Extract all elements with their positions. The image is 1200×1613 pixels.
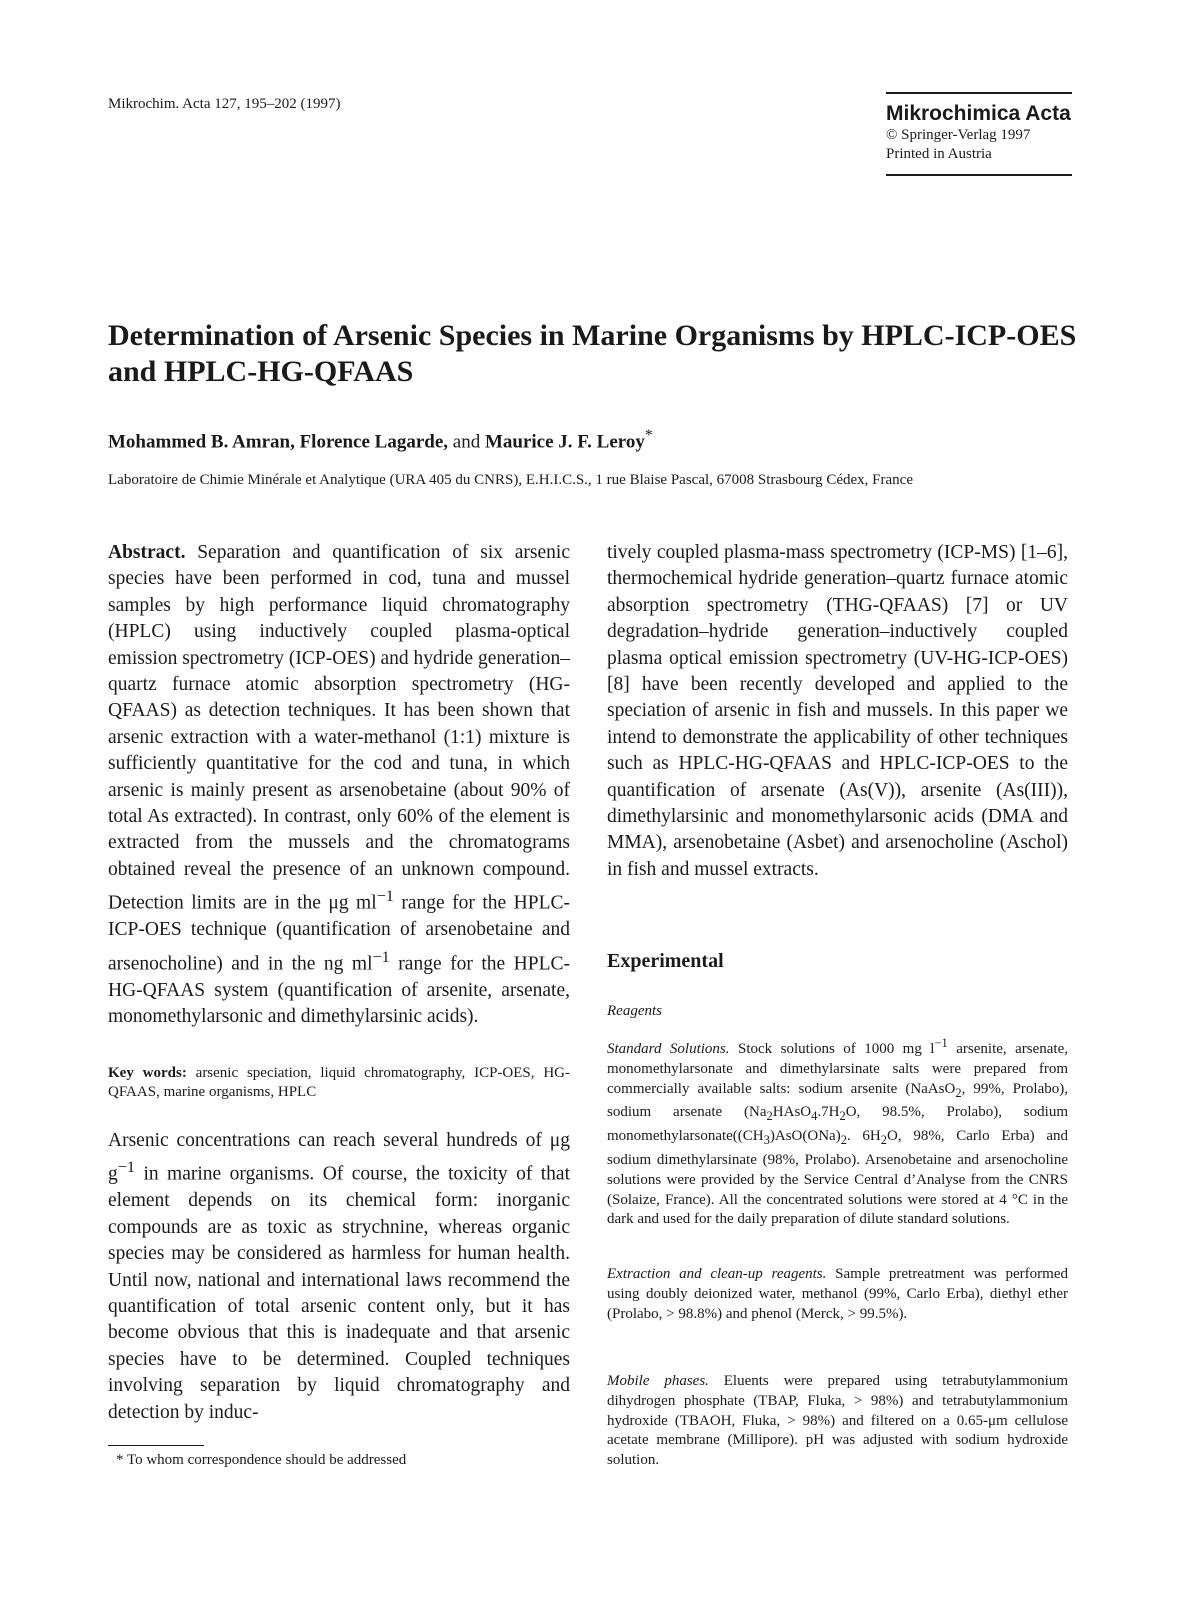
author-name: Maurice J. F. Leroy [484,431,645,453]
subscript: 2 [840,1133,847,1148]
affiliation: Laboratoire de Chimie Minérale et Analytique (URA 405 du CNRS), E.H.I.C.S., 1 rue Blaise Pascal, 67008 Strasbourg Cédex, France [108,472,913,488]
author-list [108,424,1098,454]
subscript: 2 [880,1133,888,1148]
paragraph-text: Sample pretreatment was performed using doubly deionized water, methanol (99%, Carlo Erba), diethyl ether (Prolabo, > 98.8%) and phenol (Merck, > 99.5%). [607,1266,1068,1322]
paragraph-text: .7H [817,1104,840,1121]
keywords [108,1064,570,1102]
paragraph-text: Stock solutions of 1000 mg l [729,1041,935,1057]
paragraph-text: O, 98%, Carlo Erba) and sodium dimethylarsinate (98%, Prolabo). Arsenobetaine and arsenocholine solutions were provided by the Service Central d’Analyse from the CNRS (Solaize, France). All the concentrated solutions were stored at 4 °C in the dark and used for the daily preparation of dilute standard solutions. [607,1128,1068,1228]
subscript: 2 [839,1109,846,1124]
abstract-text: range for the HPLC-HG-QFAAS system (quantification of arsenite, arsenate, monomethylarsonic and dimethylarsinic acids). [108,953,571,1027]
mobile-phases-paragraph [607,1372,1068,1471]
keywords-label: Key words: [108,1065,187,1081]
subscript: 3 [763,1133,770,1148]
author-name: Mohammed B. Amran, [108,431,295,453]
paragraph-text: HAsO [772,1104,812,1121]
copyright-line: © Springer-Verlag 1997 [886,127,1031,143]
masthead-bottom-rule [886,174,1072,176]
abstract [108,540,570,1030]
subscript: 2 [766,1109,773,1124]
journal-name: Mikrochimica Acta [886,102,1071,125]
subsection-heading: Reagents [607,1003,662,1019]
paragraph-text: . 6H [846,1128,881,1145]
paragraph-text: )AsO(ONa) [769,1128,841,1145]
subscript: 4 [811,1109,818,1124]
paragraph-text: , 99%, Prolabo), sodium arsenate (Na [607,1080,1068,1121]
footnote: * To whom correspondence should be addressed [116,1452,407,1468]
author-name: Florence Lagarde, [299,431,449,453]
intro-paragraph-right: tively coupled plasma-mass spectrometry (ICP-MS) [1–6], thermochemical hydride generation–quartz furnace atomic absorption spectrometry (THG-QFAAS) [7] or UV degradation–hydride generation–inductively coupled plasma optical emission spectrometry (UV-HG-ICP-OES) [8] have been recently developed and applied to the speciation of arsenic in fish and mussels. In this paper we intend to demonstrate the applicability of other techniques such as HPLC-HG-QFAAS and HPLC-ICP-OES to the quantification of arsenate (As(V)), arsenite (As(III)), dimethylarsinic and monomethylarsonic acids (DMA and MMA), arsenobetaine (Asbet) and arsenocholine (Aschol) in fish and mussel extracts. [607,542,1068,880]
intro-paragraph-left [108,1128,570,1426]
abstract-label: Abstract. [108,542,186,563]
corresponding-mark: * [644,427,653,444]
superscript: −1 [372,947,390,966]
paragraph-text: arsenite, arsenate, monomethylarsonate and dimethylarsinate salts were prepared from commercially available salts: sodium arsenite (NaAsO [607,1041,1068,1097]
superscript: −1 [117,1158,136,1177]
standard-solutions-paragraph [607,1034,1068,1230]
abstract-text: range for the HPLC-ICP-OES technique (quantification of arsenobetaine and arsenocholine) and in the ng ml [108,892,570,975]
extraction-paragraph [607,1265,1068,1324]
journal-masthead [886,92,1072,176]
superscript: −1 [376,887,394,906]
paragraph-text: Eluents were prepared using tetrabutylammonium dihydrogen phosphate (TBAP, Fluka, > 98%) and tetrabutylammonium hydroxide (TBAOH, Fluka, > 98%) and filtered on a 0.65-μm cellulose acetate membrane (Millipore). pH was adjusted with sodium hydroxide solution. [607,1373,1068,1469]
section-heading: Experimental [607,950,724,972]
intro-text: Arsenic concentrations can reach several hundreds of μg g [108,1130,570,1185]
printed-line: Printed in Austria [886,146,992,162]
author-conjunction: and [448,431,485,453]
paragraph-label: Mobile phases. [607,1373,709,1389]
abstract-text: Separation and quantification of six arsenic species have been performed in cod, tuna and mussel samples by high performance liquid chromatography (HPLC) using inductively coupled plasma-optical emission spectrometry (ICP-OES) and hydride generation–quartz furnace atomic absorption spectrometry (HG-QFAAS) as detection techniques. It has been shown that arsenic extraction with a water-methanol (1:1) mixture is sufficiently quantitative for the cod and tuna, in which arsenic is mainly present as arsenobetaine (about 90% of total As extracted). In contrast, only 60% of the element is extracted from the mussels and the chromatograms obtained reveal the presence of an unknown compound. Detection limits are in the μg ml [108,542,570,914]
paper-title: Determination of Arsenic Species in Marine Organisms by HPLC-ICP-OES and HPLC-HG-QFAAS [108,319,1077,388]
paragraph-label: Extraction and clean-up reagents. [607,1266,827,1282]
footnote-rule [108,1445,204,1446]
journal-reference: Mikrochim. Acta 127, 195–202 (1997) [108,96,341,112]
paragraph-label: Standard Solutions. [607,1041,730,1057]
superscript: −1 [934,1036,948,1050]
intro-text: in marine organisms. Of course, the toxicity of that element depends on its chemical form: inorganic compounds are as toxic as strychnine, whereas organic species may be considered as harmless for human health. Until now, national and international laws recommend the quantification of total arsenic content only, but it has become obvious that this is inadequate and that arsenic species have to be determined. Coupled techniques involving separation by liquid chromatography and detection by induc- [108,1163,570,1423]
masthead-top-rule [886,92,1072,94]
subscript: 2 [955,1085,962,1100]
paragraph-text: O, 98.5%, Prolabo), sodium monomethylarsonate((CH [607,1104,1068,1145]
keywords-text: arsenic speciation, liquid chromatography, ICP-OES, HG-QFAAS, marine organisms, HPLC [108,1065,570,1100]
